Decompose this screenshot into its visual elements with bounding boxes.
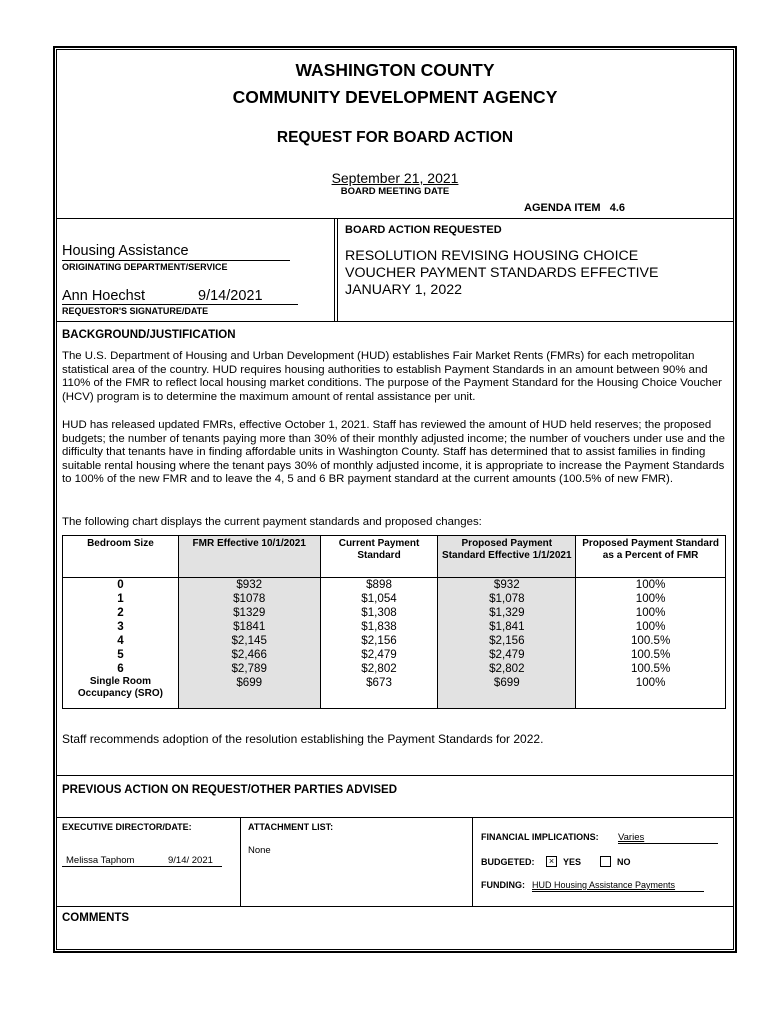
header-fmr: FMR Effective 10/1/2021	[178, 536, 320, 578]
underline	[62, 304, 298, 305]
recommendation: Staff recommends adoption of the resolution establishing the Payment Standards for 2022.	[62, 732, 544, 746]
percent-cell: 100%	[576, 592, 726, 606]
fmr-cell: $2,466	[178, 648, 320, 662]
divider	[56, 321, 734, 322]
funding-label: FUNDING:	[481, 880, 525, 890]
department-value: Housing Assistance	[62, 243, 189, 259]
percent-cell: 100.5%	[576, 648, 726, 662]
header-bedroom-size: Bedroom Size	[63, 536, 179, 578]
fmr-cell: $2,145	[178, 634, 320, 648]
underline	[62, 260, 290, 261]
proposed-cell: $2,156	[438, 634, 576, 648]
bedroom-size-cell: 1	[63, 592, 179, 606]
fmr-cell: $1078	[178, 592, 320, 606]
meeting-date-label: BOARD MEETING DATE	[340, 186, 450, 197]
payment-standards-table	[62, 535, 726, 709]
fmr-cell: $699	[178, 676, 320, 708]
percent-cell: 100.5%	[576, 662, 726, 676]
header-proposed: Proposed Payment Standard Effective 1/1/2021	[438, 536, 576, 578]
previous-action-label: PREVIOUS ACTION ON REQUEST/OTHER PARTIES ADVISED	[62, 784, 398, 796]
percent-cell: 100%	[576, 606, 726, 620]
county-title: WASHINGTON COUNTY	[295, 60, 495, 80]
comments-label: COMMENTS	[62, 912, 130, 924]
table-row	[63, 662, 726, 676]
exec-director-label: EXECUTIVE DIRECTOR/DATE:	[62, 822, 192, 832]
budgeted-label: BUDGETED:	[481, 857, 535, 867]
divider	[240, 817, 241, 906]
funding-value: HUD Housing Assistance Payments	[532, 880, 676, 890]
current-cell: $2,802	[320, 662, 438, 676]
agenda-item: AGENDA ITEM 4.6	[524, 202, 626, 214]
chart-intro: The following chart displays the current payment standards and proposed changes:	[62, 516, 482, 528]
request-date: 9/14/2021	[198, 288, 263, 304]
percent-cell: 100%	[576, 620, 726, 634]
bedroom-size-cell: 5	[63, 648, 179, 662]
department-label: ORIGINATING DEPARTMENT/SERVICE	[62, 262, 228, 272]
header-percent: Proposed Payment Standard as a Percent of FMR	[576, 536, 726, 578]
background-label: BACKGROUND/JUSTIFICATION	[62, 329, 236, 341]
fmr-cell: $1841	[178, 620, 320, 634]
board-action-label: BOARD ACTION REQUESTED	[345, 224, 502, 236]
current-cell: $2,479	[320, 648, 438, 662]
fmr-cell: $2,789	[178, 662, 320, 676]
board-action-text: RESOLUTION REVISING HOUSING CHOICE VOUCHER PAYMENT STANDARDS EFFECTIVE JANUARY 1, 2022	[345, 248, 659, 298]
requestor-name: Ann Hoechst	[62, 288, 146, 304]
background-para-2: HUD has released updated FMRs, effective October 1, 2021. Staff has reviewed the amount of HUD held reserves; the proposed budgets; the number of tenants paying more than 30% of their monthly adjusted income; the number of vouchers under use and the difficulty that tenants have in finding affordable units in Washington County. Staff has determined that to assist families in finding suitable rental housing where the tenant pays 30% of monthly adjusted income, it is appropriate to increase the Payment Standards to 100% of the new FMR and to leave the 4, 5 and 6 BR payment standard at the current amounts (100.5% of new FMR).	[62, 419, 725, 486]
table-row	[63, 634, 726, 648]
current-cell: $898	[320, 578, 438, 593]
exec-director-date: 9/14/ 2021	[168, 855, 213, 866]
divider	[472, 817, 473, 906]
current-cell: $2,156	[320, 634, 438, 648]
table-row	[63, 578, 726, 593]
budgeted-yes-checkbox[interactable]: ×	[546, 856, 557, 867]
percent-cell: 100%	[576, 676, 726, 708]
bedroom-size-cell: 4	[63, 634, 179, 648]
agency-title: COMMUNITY DEVELOPMENT AGENCY	[232, 87, 558, 107]
underline	[618, 843, 718, 844]
bedroom-size-cell: 0	[63, 578, 179, 593]
bedroom-size-cell: 2	[63, 606, 179, 620]
fmr-cell: $932	[178, 578, 320, 593]
current-cell: $673	[320, 676, 438, 708]
divider	[337, 218, 338, 321]
proposed-cell: $1,078	[438, 592, 576, 606]
budgeted-yes-label: YES	[563, 857, 582, 867]
percent-cell: 100%	[576, 578, 726, 593]
fmr-cell: $1329	[178, 606, 320, 620]
header-current: Current Payment Standard	[320, 536, 438, 578]
current-cell: $1,054	[320, 592, 438, 606]
underline	[532, 891, 704, 892]
divider	[56, 906, 734, 907]
divider	[56, 817, 734, 818]
budgeted-no-checkbox[interactable]	[600, 856, 611, 867]
bedroom-size-cell: 6	[63, 662, 179, 676]
meeting-date: September 21, 2021	[331, 170, 459, 186]
proposed-cell: $1,841	[438, 620, 576, 634]
divider	[56, 775, 734, 776]
background-para-1: The U.S. Department of Housing and Urban Development (HUD) establishes Fair Market Rents (FMRs) for each metropolitan statistical area of the country. HUD requires housing authorities to establish Payment Standards in an amount between 90% and 110% of the FMR to reflect local housing market conditions. The purpose of the Payment Standard for the Housing Choice Voucher (HCV) program is to determine the maximum amount of rental assistance per unit.	[62, 350, 722, 403]
attachment-value: None	[248, 845, 271, 856]
table-row	[63, 676, 726, 708]
percent-cell: 100.5%	[576, 634, 726, 648]
table-row	[63, 592, 726, 606]
proposed-cell: $2,479	[438, 648, 576, 662]
current-cell: $1,308	[320, 606, 438, 620]
table-row	[63, 620, 726, 634]
divider	[334, 218, 335, 321]
request-title: REQUEST FOR BOARD ACTION	[276, 129, 514, 146]
divider	[56, 218, 734, 219]
budgeted-no-label: NO	[617, 857, 631, 867]
bedroom-size-cell: 3	[63, 620, 179, 634]
current-cell: $1,838	[320, 620, 438, 634]
table-row	[63, 648, 726, 662]
table-row	[63, 606, 726, 620]
proposed-cell: $2,802	[438, 662, 576, 676]
financial-label: FINANCIAL IMPLICATIONS:	[481, 832, 599, 842]
proposed-cell: $699	[438, 676, 576, 708]
attachment-label: ATTACHMENT LIST:	[248, 822, 334, 832]
requestor-label: REQUESTOR'S SIGNATURE/DATE	[62, 306, 209, 316]
exec-director-name: Melissa Taphom	[66, 855, 135, 866]
financial-value: Varies	[618, 832, 645, 843]
proposed-cell: $932	[438, 578, 576, 593]
bedroom-size-cell: Single Room Occupancy (SRO)	[63, 676, 179, 708]
underline	[62, 866, 222, 867]
proposed-cell: $1,329	[438, 606, 576, 620]
